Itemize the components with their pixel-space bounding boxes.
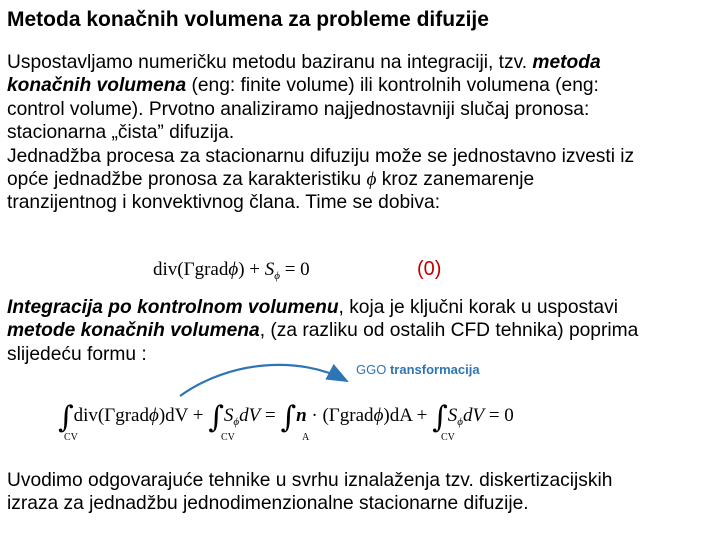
intro-line-3: control volume). Prvotno analiziramo najjednostavniji slučaj pronosa: — [7, 98, 590, 120]
integration-text: , koja je ključni korak u uspostavi — [338, 297, 618, 318]
eq2-normal-vector: n — [296, 405, 307, 426]
eq-source-subscript: ϕ — [274, 270, 280, 282]
closing-line-2: izraza za jednadžbu jednodimenzionalne stacionarne difuzije. — [7, 493, 529, 515]
integral-sign: ∫ — [432, 400, 448, 435]
eq2-da-plus: )dA + — [383, 405, 433, 426]
eq2-div-term: div(Γgrad — [73, 405, 149, 426]
integral-sign: ∫ — [58, 400, 74, 435]
intro-line-5: Jednadžba procesa za stacionarnu difuziju može se jednostavno izvesti iz — [7, 145, 635, 167]
intro-text: kroz zanemarenje — [376, 169, 535, 191]
limit-a: A — [302, 432, 310, 443]
ggo-label-a: GGO — [356, 362, 390, 377]
integral-sign: ∫ — [208, 400, 224, 435]
phi-symbol: ϕ — [366, 169, 377, 191]
equation-integral — [58, 400, 514, 435]
eq2-dv: dV — [239, 405, 261, 426]
eq-plus: ) + — [238, 259, 265, 280]
term-metoda: metoda — [532, 52, 601, 73]
eq-source: S — [264, 259, 275, 280]
eq2-phi: ϕ — [373, 405, 384, 426]
eq2-equals: = — [260, 405, 281, 426]
eq-div-term: div(Γgrad — [153, 259, 229, 280]
intro-text: opće jednadžbe pronosa za karakteristiku — [7, 169, 367, 191]
intro-line-4: stacionarna „čista” difuzija. — [7, 122, 235, 144]
limit-cv: CV — [221, 432, 235, 443]
term-konacnih-volumena: konačnih volumena — [7, 75, 187, 97]
intro-line-7: tranzijentnog i konvektivnog člana. Time se dobiva: — [7, 192, 441, 214]
closing-paragraph — [7, 469, 715, 516]
integral-sign: ∫ — [280, 400, 297, 435]
eq2-dv-plus: )dV + — [158, 405, 209, 426]
limit-cv: CV — [441, 432, 455, 443]
eq2-phi: ϕ — [149, 405, 159, 426]
intro-text: (eng: finite volume) ili kontrolnih volumena (eng: — [186, 75, 599, 97]
term-metode-konacnih-volumena: metode konačnih volumena — [7, 320, 260, 342]
closing-line-1: Uvodimo odgovarajuće tehnike u svrhu iznalaženja tzv. diskertizacijskih — [7, 470, 613, 491]
limit-cv: CV — [64, 432, 78, 443]
eq-equals-zero: = 0 — [279, 259, 310, 280]
equation-number: (0) — [417, 258, 442, 280]
eq2-source-subscript: ϕ — [457, 416, 463, 428]
eq2-source-subscript: ϕ — [233, 416, 240, 428]
slide-title: Metoda konačnih volumena za probleme difuzije — [7, 8, 489, 31]
ggo-label-b: transformacija — [389, 362, 480, 377]
integration-line-3: slijedeću formu : — [7, 343, 147, 365]
eq2-source: S — [447, 405, 458, 426]
eq2-source: S — [223, 405, 234, 426]
term-integracija: Integracija po kontrolnom volumenu — [7, 297, 339, 318]
intro-text: Uspostavljamo numeričku metodu baziranu na integraciji, tzv. — [7, 52, 533, 73]
eq2-equals-zero: = 0 — [484, 405, 514, 426]
eq2-grad-term: · (Γgrad — [306, 405, 374, 426]
eq2-dv: dV — [462, 405, 485, 426]
integration-text: , (za razliku od ostalih CFD tehnika) poprima — [259, 320, 639, 342]
eq-phi: ϕ — [228, 259, 239, 280]
